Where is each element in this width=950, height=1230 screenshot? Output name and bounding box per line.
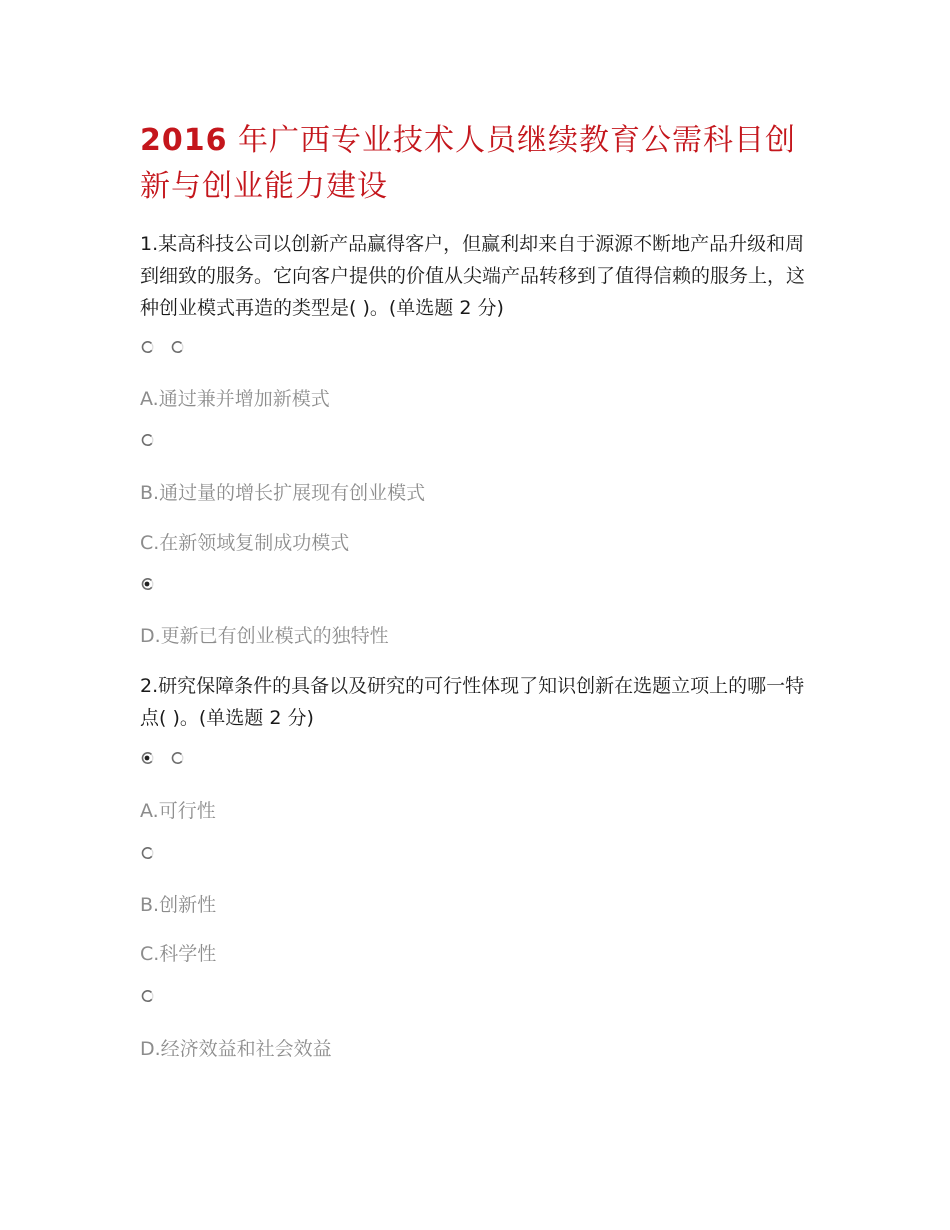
question-1-option-c: C.在新领域复制成功模式 [140, 532, 350, 554]
title-year: 2016 [140, 123, 228, 158]
title-text: 年广西专业技术人员继续教育公需科目创新与创业能力建设 [140, 123, 797, 204]
question-2-radio-group-top [140, 748, 184, 768]
question-1-radio-group-top [140, 337, 184, 357]
question-2-option-d: D.经济效益和社会效益 [140, 1038, 332, 1060]
question-2-radio-group-b [140, 843, 154, 863]
radio-button[interactable] [140, 846, 154, 860]
question-2-option-c: C.科学性 [140, 943, 217, 965]
question-2-radio-group-d [140, 986, 154, 1006]
radio-button[interactable] [170, 751, 184, 765]
question-1-radio-group-b [140, 430, 154, 450]
question-1-option-a: A.通过兼并增加新模式 [140, 388, 330, 410]
question-2-option-b: B.创新性 [140, 894, 217, 916]
radio-button[interactable] [140, 340, 154, 354]
question-2-option-a: A.可行性 [140, 800, 216, 822]
question-1-text: 1.某高科技公司以创新产品赢得客户，但赢利却来自于源源不断地产品升级和周到细致的服务。它向客户提供的价值从尖端产品转移到了值得信赖的服务上，这种创业模式再造的类型是( )。(单选题 2 分) [140, 233, 806, 319]
question-1-option-b: B.通过量的增长扩展现有创业模式 [140, 482, 426, 504]
question-1-radio-group-d [140, 574, 154, 594]
question-1-option-d: D.更新已有创业模式的独特性 [140, 625, 389, 647]
radio-button[interactable] [140, 433, 154, 447]
radio-button[interactable] [140, 989, 154, 1003]
radio-button[interactable] [170, 340, 184, 354]
radio-button[interactable] [140, 751, 154, 765]
page-title [140, 118, 820, 210]
radio-button[interactable] [140, 577, 154, 591]
question-2-text: 2.研究保障条件的具备以及研究的可行性体现了知识创新在选题立项上的哪一特点( )。(单选题 2 分) [140, 675, 805, 729]
